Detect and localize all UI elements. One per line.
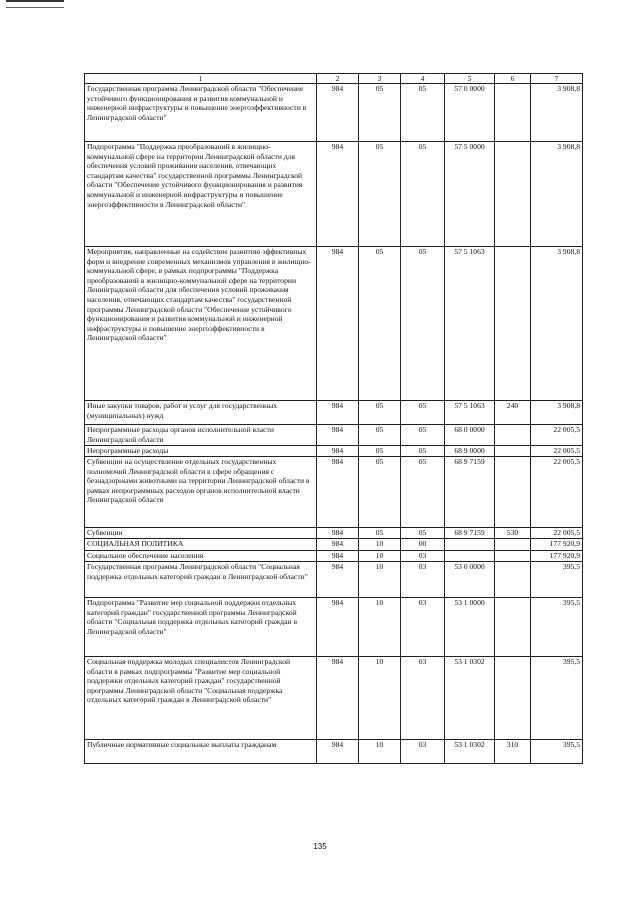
table-row — [85, 598, 583, 657]
row-section: 05 — [359, 84, 401, 142]
table-row — [85, 457, 583, 528]
table-row — [85, 401, 583, 425]
row-sum: 177 920,9 — [531, 551, 583, 562]
row-expense-kind — [495, 457, 531, 528]
row-sum: 395,5 — [531, 657, 583, 740]
table-row — [85, 551, 583, 562]
row-expense-kind — [495, 562, 531, 598]
row-target-code: 57 0 0000 — [445, 84, 495, 142]
corner-scan-mark — [6, 0, 64, 8]
row-admin-code: 984 — [317, 247, 359, 401]
row-admin-code: 984 — [317, 457, 359, 528]
row-admin-code: 984 — [317, 528, 359, 539]
row-name: Субвенции — [85, 528, 317, 539]
row-sum: 3 908,8 — [531, 247, 583, 401]
row-section: 10 — [359, 551, 401, 562]
row-admin-code: 984 — [317, 446, 359, 457]
row-section: 05 — [359, 457, 401, 528]
row-expense-kind — [495, 247, 531, 401]
row-sum: 22 005,5 — [531, 446, 583, 457]
row-section: 05 — [359, 425, 401, 446]
row-section: 10 — [359, 740, 401, 764]
row-section: 05 — [359, 401, 401, 425]
row-subsection: 05 — [401, 401, 445, 425]
row-name: Подпрограмма "Поддержка преобразований в жилищно-коммунальной сфере на территории Ленинградской области для обеспечения условий проживания населения, отвечающих стандартам качества" государственной программы Ленинградской области "Обеспечение устойчивого функционирования и развития коммунальной и инженерной инфраструктуры и повышение энергоэффективности в Ленинградской области" — [85, 142, 317, 247]
header-cell: 1 — [85, 74, 317, 84]
table-header-row — [85, 74, 583, 84]
row-section: 10 — [359, 657, 401, 740]
row-admin-code: 984 — [317, 539, 359, 551]
row-subsection: 03 — [401, 598, 445, 657]
row-subsection: 05 — [401, 457, 445, 528]
row-target-code: 68 9 7159 — [445, 528, 495, 539]
table-row — [85, 528, 583, 539]
row-sum: 22 005,5 — [531, 425, 583, 446]
row-sum: 395,5 — [531, 598, 583, 657]
table-row — [85, 446, 583, 457]
row-name: Государственная программа Ленинградской области "Социальная поддержка отдельных категорий граждан в Ленинградской области" — [85, 562, 317, 598]
row-subsection: 03 — [401, 551, 445, 562]
page-number: 135 — [313, 842, 327, 851]
row-target-code: 68 0 0000 — [445, 425, 495, 446]
budget-table — [84, 73, 583, 764]
row-subsection: 05 — [401, 528, 445, 539]
row-expense-kind — [495, 539, 531, 551]
row-admin-code: 984 — [317, 425, 359, 446]
row-subsection: 05 — [401, 446, 445, 457]
row-name: Субвенции на осуществление отдельных государственных полномочий Ленинградской области в сфере обращения с безнадзорными животными на территории Ленинградской области в рамках непрограммных расходов органов исполнительной власти Ленинградской области — [85, 457, 317, 528]
header-cell: 2 — [317, 74, 359, 84]
row-subsection: 03 — [401, 562, 445, 598]
row-name: Государственная программа Ленинградской области "Обеспечение устойчивого функционирования и развития коммунальной и инженерной инфраструктуры и повышение энергоэффективности в Ленинградской области" — [85, 84, 317, 142]
header-cell: 6 — [495, 74, 531, 84]
row-sum: 3 908,8 — [531, 84, 583, 142]
row-sum: 177 920,9 — [531, 539, 583, 551]
row-expense-kind — [495, 598, 531, 657]
row-sum: 395,5 — [531, 740, 583, 764]
row-sum: 395,5 — [531, 562, 583, 598]
row-sum: 22 005,5 — [531, 457, 583, 528]
row-section: 10 — [359, 562, 401, 598]
table-row — [85, 142, 583, 247]
row-subsection: 05 — [401, 84, 445, 142]
row-expense-kind — [495, 84, 531, 142]
row-section: 10 — [359, 539, 401, 551]
row-expense-kind: 530 — [495, 528, 531, 539]
table-row — [85, 425, 583, 446]
row-section: 05 — [359, 247, 401, 401]
row-name: Публичные нормативные социальные выплаты гражданам — [85, 740, 317, 764]
row-expense-kind — [495, 551, 531, 562]
row-target-code: 53 1 0000 — [445, 598, 495, 657]
row-section: 05 — [359, 528, 401, 539]
row-target-code: 57 5 0000 — [445, 142, 495, 247]
row-name: Социальная поддержка молодых специалистов Ленинградской области в рамках подпрограммы "Развитие мер социальной поддержки отдельных категорий граждан" государственной программы Ленинградской области "Социальная поддержка отдельных категорий граждан в Ленинградской области" — [85, 657, 317, 740]
row-name: Мероприятия, направленные на содействие развитию эффективных форм и внедрение современных механизмов управления в жилищно-коммунальной сфере, в рамках подпрограммы "Поддержка преобразований в жилищно-коммунальной сфере на территории Ленинградской области для обеспечения условий проживания населения, отвечающих стандартам качества" государственной программы Ленинградской области "Обеспечение устойчивого функционирования и развития коммунальной и инженерной инфраструктуры и повышение энергоэффективности в Ленинградской области" — [85, 247, 317, 401]
row-name: СОЦИАЛЬНАЯ ПОЛИТИКА — [85, 539, 317, 551]
row-target-code: 53 1 0302 — [445, 740, 495, 764]
row-expense-kind: 240 — [495, 401, 531, 425]
table-row — [85, 539, 583, 551]
row-admin-code: 984 — [317, 142, 359, 247]
row-target-code: 68 9 0000 — [445, 446, 495, 457]
row-expense-kind — [495, 657, 531, 740]
row-subsection: 00 — [401, 539, 445, 551]
header-cell: 3 — [359, 74, 401, 84]
header-cell: 5 — [445, 74, 495, 84]
row-subsection: 03 — [401, 740, 445, 764]
table-row — [85, 657, 583, 740]
row-section: 10 — [359, 598, 401, 657]
row-subsection: 05 — [401, 247, 445, 401]
row-name: Подпрограмма "Развитие мер социальной поддержки отдельных категорий граждан" государственной программы Ленинградской области "Социальная поддержка отдельных категорий граждан в Ленинградской области" — [85, 598, 317, 657]
row-expense-kind: 310 — [495, 740, 531, 764]
row-target-code: 53 1 0302 — [445, 657, 495, 740]
row-target-code — [445, 551, 495, 562]
header-cell: 7 — [531, 74, 583, 84]
row-sum: 22 005,5 — [531, 528, 583, 539]
table-row — [85, 84, 583, 142]
row-target-code — [445, 539, 495, 551]
row-name: Непрограммные расходы органов исполнительной власти Ленинградской области — [85, 425, 317, 446]
row-expense-kind — [495, 425, 531, 446]
row-name: Социальное обеспечение населения — [85, 551, 317, 562]
header-cell: 4 — [401, 74, 445, 84]
row-subsection: 05 — [401, 142, 445, 247]
row-sum: 3 908,8 — [531, 142, 583, 247]
row-target-code: 57 5 1063 — [445, 401, 495, 425]
row-admin-code: 984 — [317, 740, 359, 764]
row-admin-code: 984 — [317, 551, 359, 562]
row-admin-code: 984 — [317, 598, 359, 657]
table-row — [85, 740, 583, 764]
row-target-code: 57 5 1063 — [445, 247, 495, 401]
row-name: Непрограммные расходы — [85, 446, 317, 457]
row-admin-code: 984 — [317, 657, 359, 740]
row-expense-kind — [495, 446, 531, 457]
row-admin-code: 984 — [317, 562, 359, 598]
row-admin-code: 984 — [317, 84, 359, 142]
table-row — [85, 562, 583, 598]
budget-table-body — [85, 74, 583, 764]
row-expense-kind — [495, 142, 531, 247]
row-admin-code: 984 — [317, 401, 359, 425]
row-sum: 3 908,8 — [531, 401, 583, 425]
row-target-code: 53 0 0000 — [445, 562, 495, 598]
row-subsection: 03 — [401, 657, 445, 740]
row-section: 05 — [359, 446, 401, 457]
row-section: 05 — [359, 142, 401, 247]
row-subsection: 05 — [401, 425, 445, 446]
row-name: Иные закупки товаров, работ и услуг для государственных (муниципальных) нужд — [85, 401, 317, 425]
row-target-code: 68 9 7159 — [445, 457, 495, 528]
table-row — [85, 247, 583, 401]
